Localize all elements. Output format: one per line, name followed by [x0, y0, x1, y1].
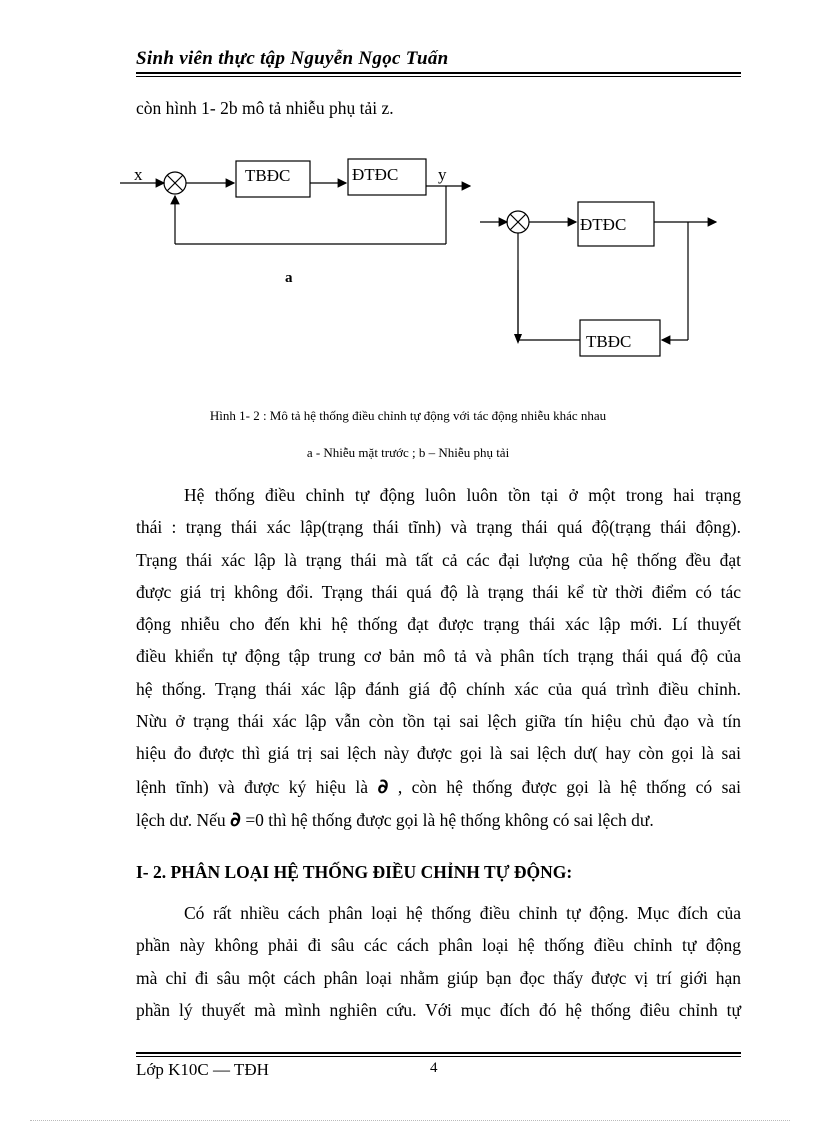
paragraph-line: phần lý thuyết mà mình nghiên cứu. Với mục đích đó hệ thống điêu chỉnh tự [136, 999, 741, 1020]
paragraph-2 [136, 897, 741, 1026]
paragraph-line: Trạng thái xác lập là trạng thái mà tất cả các đại lượng của hệ thống đều đạt [136, 549, 741, 570]
paragraph-line: phần này không phải đi sâu các cách phân loại hệ thống điều chỉnh tự động [136, 935, 741, 956]
diagram-a-output-label: y [438, 165, 447, 184]
paragraph-line: động nhiễu cho đến khi hệ thống đạt được trạng thái xác lập mới. Lí thuyết [136, 614, 741, 635]
footer-rule-bottom [136, 1056, 741, 1057]
paragraph-line: Hệ thống điều chỉnh tự động luôn luôn tồn tại ở một trong hai trạng [184, 485, 741, 505]
header-rule-bottom [136, 76, 741, 77]
block-diagrams [120, 150, 720, 360]
line10-pre: lệnh tĩnh) và được ký hiệu là [136, 776, 368, 797]
paragraph-line: Nừu ở trạng thái xác lập vẫn còn tồn tại sai lệch giữa tín hiệu chủ đạo và tín [136, 711, 741, 732]
diagram-a-label: a [285, 270, 293, 286]
diagram-b-feedback-arrowhead [514, 334, 522, 344]
paragraph-line: thái : trạng thái xác lập(trạng thái tĩnh) và trạng thái quá độ(trạng thái động). [136, 517, 741, 538]
figure-caption-line1: Hình 1- 2 : Mô tả hệ thống điều chỉnh tự động với tác động nhiễu khác nhau [209, 408, 607, 423]
delta-symbol: ∂ [377, 773, 389, 798]
paragraph-1 [136, 479, 741, 836]
intro-text: còn hình 1- 2b mô tả nhiễu phụ tải z. [136, 98, 394, 118]
paragraph-line: Có rất nhiều cách phân loại hệ thống điều chỉnh tự động. Mục đích của [184, 903, 741, 923]
header-rule-top [136, 72, 741, 74]
line11-post: =0 thì hệ thống được gọi là hệ thống không có sai lệch dư. [245, 809, 654, 830]
delta-symbol: ∂ [230, 806, 241, 831]
diagram-a [120, 159, 470, 244]
paragraph-line: hệ thống. Trạng thái xác lập đánh giá độ chính xác của quá trình điều chỉnh. [136, 678, 741, 699]
section-heading: I- 2. PHÂN LOẠI HỆ THỐNG ĐIỀU CHỈNH TỰ ĐỘNG: [136, 862, 573, 882]
figure-caption-line2: a - Nhiễu mặt trước ; b – Nhiễu phụ tải [306, 445, 510, 460]
paragraph-line-symbol [136, 770, 741, 803]
page-header-title: Sinh viên thực tập Nguyễn Ngọc Tuấn [136, 48, 449, 69]
paragraph-line: mà chỉ đi sâu một cách phân loại nhằm giúp bạn đọc thấy được vị trí giới hạn [136, 967, 741, 988]
diagram-a-block-tbdc: TBĐC [245, 166, 291, 185]
page-edge-dotted-line [30, 1120, 790, 1121]
paragraph-line-symbol-2 [136, 803, 741, 836]
line10-post: , còn hệ thống được gọi là hệ thống có sai [397, 776, 742, 797]
paragraph-line: hiệu đo được thì giá trị sai lệch này được gọi là sai lệch dư( hay còn gọi là sai [136, 743, 741, 764]
diagram-a-input-label: x [134, 165, 143, 184]
footer-rule-top [136, 1052, 741, 1054]
diagram-a-block-dtdc: ĐTĐC [352, 165, 399, 184]
paragraph-line: được giá trị không đổi. Trạng thái quá độ là trạng thái kể từ thời điểm có tác [136, 581, 741, 602]
line11-pre: lệch dư. Nếu [136, 809, 226, 830]
paragraph-line: điều khiển tự động tập trung cơ bản mô tả và phân tích trạng thái quá độ của [136, 646, 741, 667]
page-number: 4 [430, 1060, 438, 1076]
diagram-b-block-tbdc: TBĐC [586, 332, 632, 351]
diagram-b-block-dtdc: ĐTĐC [580, 215, 627, 234]
footer-class-label: Lớp K10C — TĐH [136, 1060, 269, 1079]
